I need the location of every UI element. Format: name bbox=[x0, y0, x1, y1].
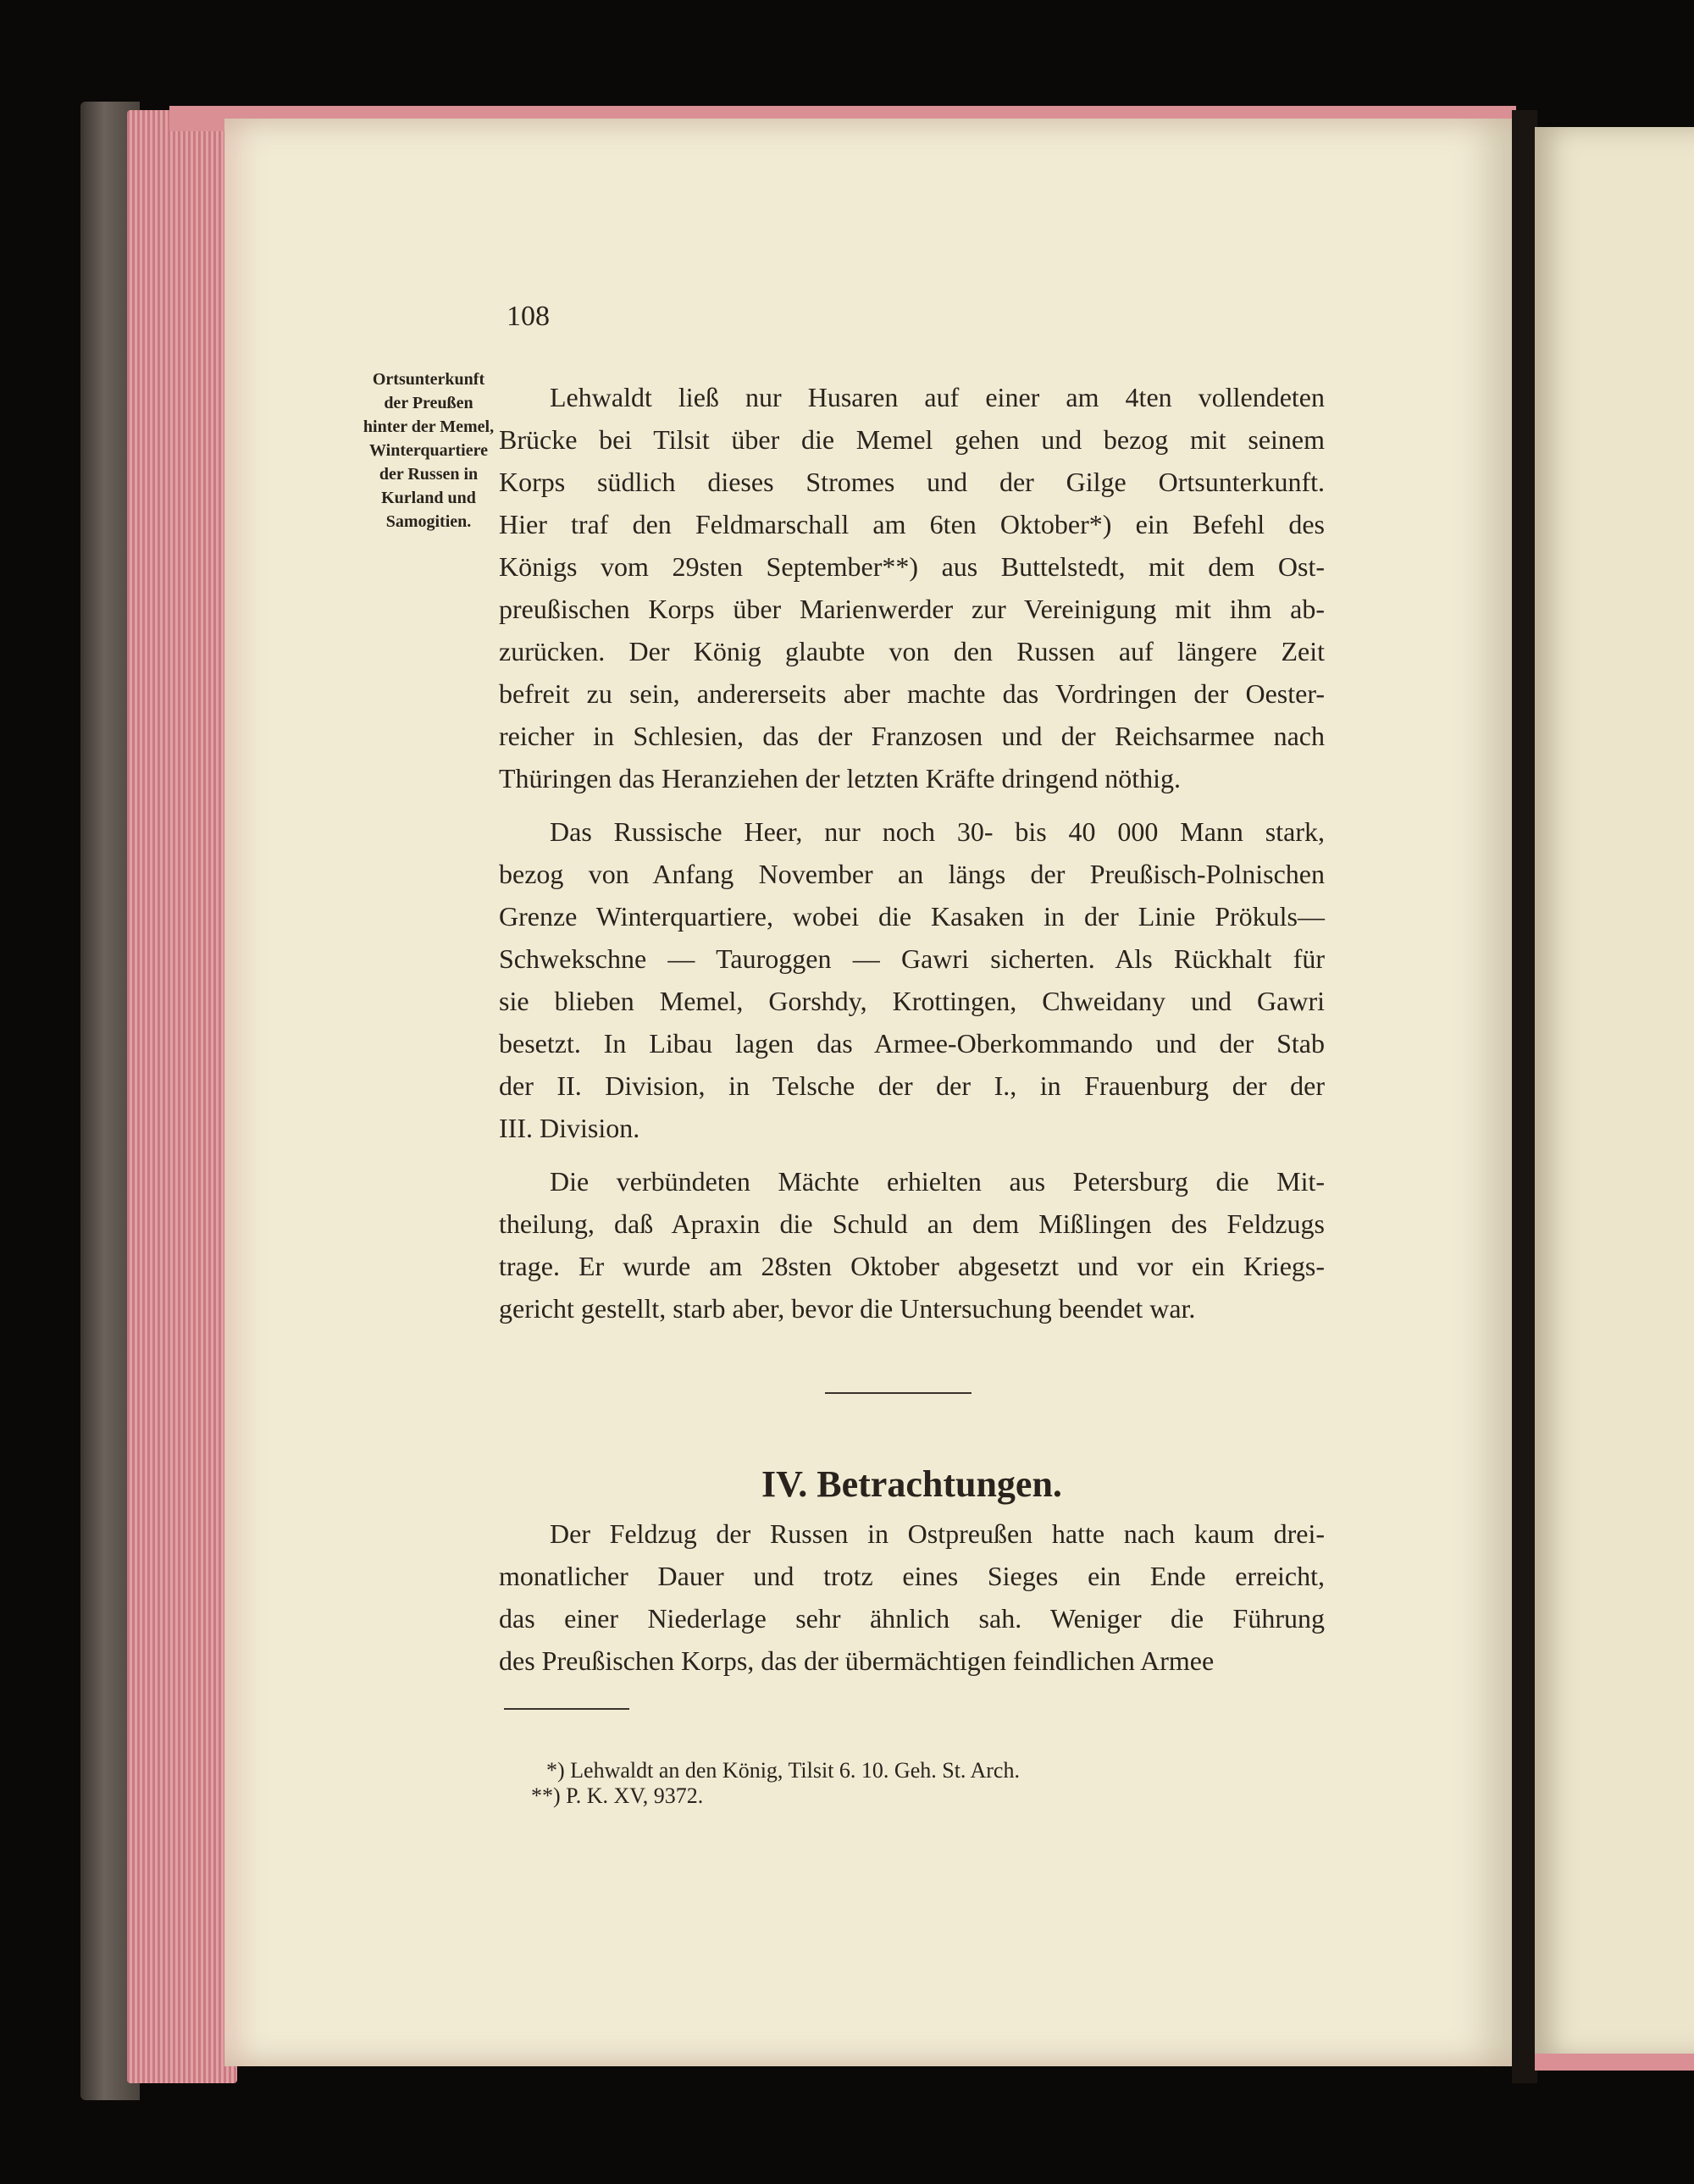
text-line: der II. Division, in Telsche der der I., in Frauenburg der der bbox=[499, 1070, 1325, 1101]
section-divider bbox=[825, 1392, 972, 1394]
margin-note-line: Ortsunterkunft bbox=[372, 370, 485, 389]
text-line: theilung, daß Apraxin die Schuld an dem Mißlingen des Feldzugs bbox=[499, 1208, 1325, 1239]
text-line: sie blieben Memel, Gorshdy, Krottingen, Chweidany und Gawri bbox=[499, 986, 1325, 1016]
text-line: trage. Er wurde am 28sten Oktober abgesetzt und vor ein Kriegs- bbox=[499, 1251, 1325, 1281]
margin-note-line: hinter der Memel, bbox=[363, 417, 495, 436]
text-line: Grenze Winterquartiere, wobei die Kasaken in der Linie Prökuls— bbox=[499, 901, 1325, 932]
text-line: zurücken. Der König glaubte von den Russen auf längere Zeit bbox=[499, 636, 1325, 666]
paragraph-2 bbox=[499, 810, 1325, 1149]
facing-page-edge bbox=[1535, 2054, 1694, 2071]
margin-note-line: Samogitien. bbox=[385, 512, 472, 531]
margin-note-line: der Russen in bbox=[379, 465, 479, 484]
text-line: Schwekschne — Tauroggen — Gawri sicherten. Als Rückhalt für bbox=[499, 943, 1325, 974]
book-gutter bbox=[1512, 110, 1537, 2083]
margin-note-line: der Preußen bbox=[384, 394, 473, 412]
page-number: 108 bbox=[507, 301, 550, 332]
text-line: Hier traf den Feldmarschall am 6ten Oktober*) ein Befehl des bbox=[499, 509, 1325, 539]
section-paragraph bbox=[499, 1512, 1325, 1682]
page-edges bbox=[127, 110, 237, 2083]
text-line: Die verbündeten Mächte erhielten aus Petersburg die Mit- bbox=[550, 1166, 1325, 1197]
text-line: preußischen Korps über Marienwerder zur Vereinigung mit ihm ab- bbox=[499, 594, 1325, 624]
facing-page bbox=[1535, 127, 1694, 2058]
margin-note-line: Kurland und bbox=[381, 489, 476, 507]
text-line: monatlicher Dauer und trotz eines Sieges ein Ende erreicht, bbox=[499, 1561, 1325, 1591]
text-line: III. Division. bbox=[499, 1113, 640, 1143]
text-line: befreit zu sein, andererseits aber machte das Vordringen der Oester- bbox=[499, 678, 1325, 709]
text-line: des Preußischen Korps, das der übermächtigen feindlichen Armee bbox=[499, 1645, 1215, 1676]
margin-note bbox=[356, 368, 501, 534]
text-line: Thüringen das Heranziehen der letzten Kräfte dringend nöthig. bbox=[499, 763, 1182, 793]
section-heading: IV. Betrachtungen. bbox=[761, 1463, 1062, 1505]
footnote-1: *) Lehwaldt an den König, Tilsit 6. 10. Geh. St. Arch. bbox=[546, 1758, 1020, 1783]
footnote-2: **) P. K. XV, 9372. bbox=[531, 1783, 704, 1808]
text-line: bezog von Anfang November an längs der Preußisch-Polnischen bbox=[499, 859, 1325, 889]
margin-note-line: Winterquartiere bbox=[369, 441, 488, 460]
text-line: Korps südlich dieses Stromes und der Gilge Ortsunterkunft. bbox=[499, 467, 1325, 497]
text-line: das einer Niederlage sehr ähnlich sah. Weniger die Führung bbox=[499, 1603, 1325, 1634]
text-line: Brücke bei Tilsit über die Memel gehen und bezog mit seinem bbox=[499, 424, 1325, 455]
paragraph-3 bbox=[499, 1160, 1325, 1330]
text-line: reicher in Schlesien, das der Franzosen und der Reichsarmee nach bbox=[499, 721, 1325, 751]
text-line: Der Feldzug der Russen in Ostpreußen hatte nach kaum drei- bbox=[550, 1518, 1325, 1549]
text-line: gericht gestellt, starb aber, bevor die Untersuchung beendet war. bbox=[499, 1293, 1196, 1324]
paragraph-1 bbox=[499, 376, 1325, 799]
text-line: Lehwaldt ließ nur Husaren auf einer am 4ten vollendeten bbox=[550, 382, 1325, 412]
text-line: besetzt. In Libau lagen das Armee-Oberkommando und der Stab bbox=[499, 1028, 1325, 1059]
text-line: Das Russische Heer, nur noch 30- bis 40 000 Mann stark, bbox=[550, 816, 1325, 847]
text-line: Königs vom 29sten September**) aus Buttelstedt, mit dem Ost- bbox=[499, 551, 1325, 582]
footnote-divider bbox=[504, 1708, 629, 1710]
